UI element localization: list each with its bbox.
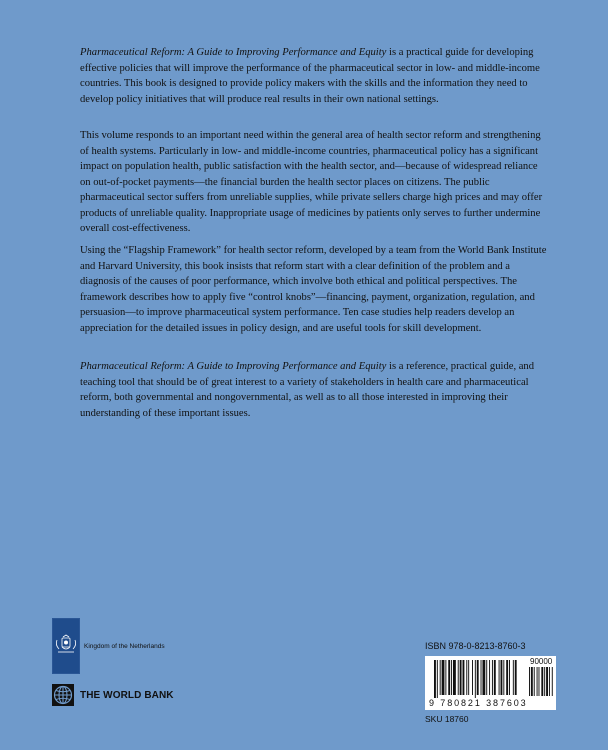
- netherlands-label: Kingdom of the Netherlands: [84, 642, 165, 650]
- paragraph-context-text: This volume responds to an important need within the general area of health sector reform and strengthening of health systems. Particularly in low- and middle-income countries, pharmaceutical policy has a significant impact on population health, public satisfaction with the health sector, and—because of widespread reliance on out-of-pocket payments—the financial burden the health sector places on citizens. The public pharmaceutical sector suffers from unreliable supplies, while private sellers charge high prices and may offer products of unreliable quality. Inappropriate usage of medicines by patients only serves to further undermine overall cost-effectiveness.: [80, 130, 543, 234]
- paragraph-intro: [80, 45, 550, 107]
- world-bank-label: THE WORLD BANK: [80, 689, 174, 701]
- world-bank-globe-icon: [52, 684, 74, 706]
- paragraph-closing-text: is a reference, practical guide, and teaching tool that should be of great interest to a variety of stakeholders in health care and pharmaceutical reform, both governmental and nongovernmental, as well as to all those interested in improving their understanding of these important issues.: [80, 361, 535, 419]
- book-title-italic-2: Pharmaceutical Reform: A Guide to Improving Performance and Equity: [80, 361, 387, 372]
- paragraph-framework: [80, 243, 550, 336]
- barcode-number: 9 780821 387603: [429, 698, 528, 708]
- paragraph-closing: [80, 359, 550, 421]
- book-title-italic: Pharmaceutical Reform: A Guide to Improving Performance and Equity: [80, 47, 387, 58]
- netherlands-logo: [52, 618, 165, 674]
- netherlands-crest-icon: [52, 618, 80, 674]
- world-bank-logo: [52, 684, 174, 706]
- isbn-text: ISBN 978-0-8213-8760-3: [425, 641, 526, 651]
- paragraph-framework-text: Using the “Flagship Framework” for health sector reform, developed by a team from the World Bank Institute and Harvard University, this book insists that reform start with a clear definition of the problem and a diagnosis of the causes of poor performance, which involve both ethical and political perspectives. The framework describes how to apply five “control knobs”—financing, payment, organization, regulation, and persuasion—to improve pharmaceutical system performance. Ten case studies help readers develop an appreciation for the detailed issues in policy design, and are useful tools for skill development.: [80, 245, 547, 334]
- sku-text: SKU 18760: [425, 714, 469, 724]
- paragraph-context: [80, 128, 550, 237]
- paragraph-intro-text: is a practical guide for developing effective policies that will improve the performance of the pharmaceutical sector in low- and middle-income countries. This book is designed to provide policy makers with the skills and the information they need to develop policy initiatives that will produce real results in their own national settings.: [80, 47, 540, 105]
- barcode: [425, 656, 556, 710]
- barcode-addon: 90000: [530, 657, 553, 666]
